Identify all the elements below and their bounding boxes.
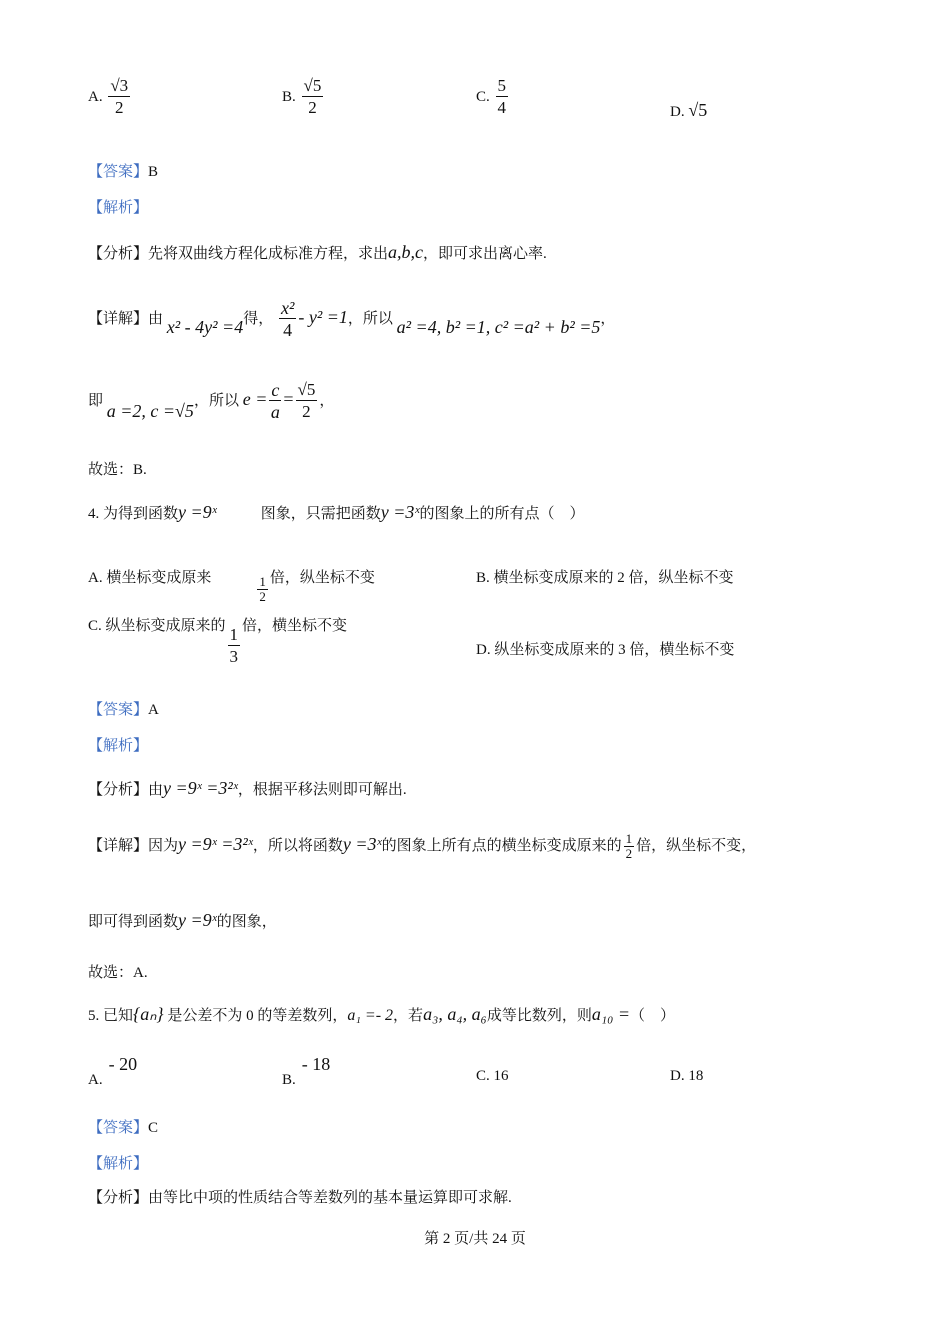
q4-detail-line1: 【详解】因为y =9ˣ =3²ˣ，所以将函数y =3ˣ的图象上所有点的横坐标变成原来的 $\frac{1}{2}$ 倍，纵坐标不变，	[88, 831, 757, 861]
q4-detail-line2: 即可得到函数y =9ˣ的图象，	[88, 910, 277, 930]
q3-fenxi: 【分析】先将双曲线方程化成标准方程，求出a,b,c，即可求出离心率.	[88, 242, 547, 262]
q5-option-c: C. 16	[476, 1068, 509, 1084]
q3-conclusion: 故选：B.	[88, 462, 147, 478]
q3-analysis-tag: 【解析】	[88, 200, 149, 216]
q5-stem: 5. 已知{aₙ} 是公差不为 0 的等差数列，a₁ =- 2，若a₃, a₄, a₆成等比数列，则a₁₀ =（ ）	[88, 1004, 676, 1024]
q3-option-a: A. $\frac{√3}{2}$	[88, 76, 129, 117]
q4-analysis-tag: 【解析】	[88, 738, 149, 754]
q3-option-d: D. √5	[670, 100, 708, 120]
q4-option-b: B. 横坐标变成原来的 2 倍，纵坐标不变	[476, 570, 734, 586]
q3-detail-line1: 【详解】由 x² - 4y² =4得， $\frac{\text{x²}}{4}$ - y² =1，所以 a² =4, b² =1, c² =a² + b² =5，	[88, 298, 616, 340]
q4-stem: 4. 为得到函数y =9ˣ 图象，只需把函数y =3ˣ的图象上的所有点（ ）	[88, 502, 585, 522]
q5-option-a: A.- 20	[88, 1054, 138, 1088]
q4-conclusion: 故选：A.	[88, 965, 148, 981]
q5-answer: 【答案】C	[88, 1120, 159, 1136]
q3-answer: 【答案】B	[88, 164, 159, 180]
q4-option-d: D. 纵坐标变成原来的 3 倍，横坐标不变	[476, 642, 735, 658]
q3-option-c: C. $\frac{5}{4}$	[476, 76, 507, 117]
q5-fenxi: 【分析】由等比中项的性质结合等差数列的基本量运算即可求解.	[88, 1190, 512, 1206]
q4-option-a: A. 横坐标变成原来 $\frac{1}{2}$ 倍，纵坐标不变	[88, 570, 375, 604]
q4-answer: 【答案】A	[88, 702, 159, 718]
q5-option-d: D. 18	[670, 1068, 704, 1084]
page-footer: 第 2 页/共 24 页	[424, 1231, 526, 1247]
q4-fenxi: 【分析】由y =9ˣ =3²ˣ，根据平移法则即可解出.	[88, 778, 407, 798]
q5-option-b: B.- 18	[282, 1054, 331, 1088]
q3-detail-line2: 即 a =2, c =√5，所以 e = $\frac{c}{a}$ = $\frac{√5}{2}$ ，	[88, 380, 335, 422]
q3-option-b: B. $\frac{√5}{2}$	[282, 76, 322, 117]
q4-option-c: C. 纵坐标变成原来的 $\frac{1}{3}$ 倍，横坐标不变	[88, 618, 348, 666]
q5-analysis-tag: 【解析】	[88, 1156, 149, 1172]
